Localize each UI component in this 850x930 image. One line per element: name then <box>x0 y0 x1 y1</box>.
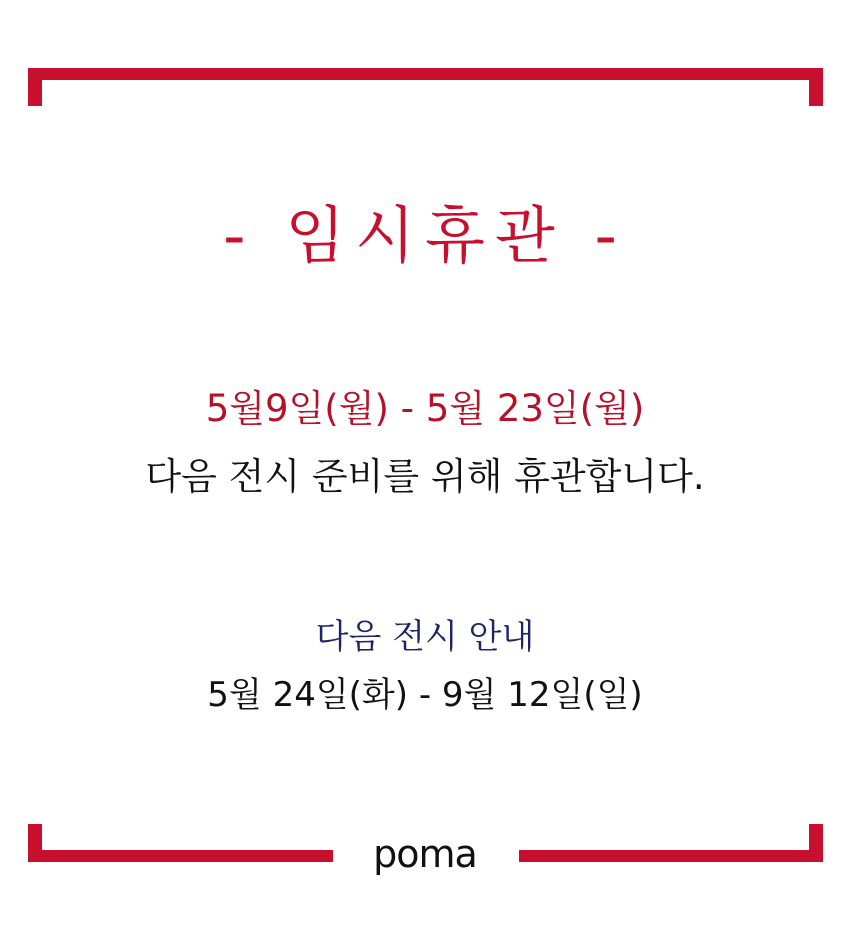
notice-title: - 임시휴관 - <box>223 199 627 272</box>
frame-bottom-left-bar <box>28 850 333 862</box>
poma-logo: poma <box>373 832 477 876</box>
next-exhibition-dates: 5월 24일(화) - 9월 12일(일) <box>207 675 643 715</box>
frame-bottom-left-leg <box>28 824 42 862</box>
frame-bottom-right-bar <box>519 850 823 862</box>
frame-top-bar <box>28 68 823 80</box>
frame-top-right-leg <box>809 68 823 106</box>
closure-dates: 5월9일(월) - 5월 23일(월) <box>205 387 645 430</box>
frame-bottom-right-leg <box>809 824 823 862</box>
next-exhibition-heading: 다음 전시 안내 <box>315 617 535 657</box>
frame-top-left-leg <box>28 68 42 106</box>
closure-reason: 다음 전시 준비를 위해 휴관합니다. <box>145 455 705 498</box>
